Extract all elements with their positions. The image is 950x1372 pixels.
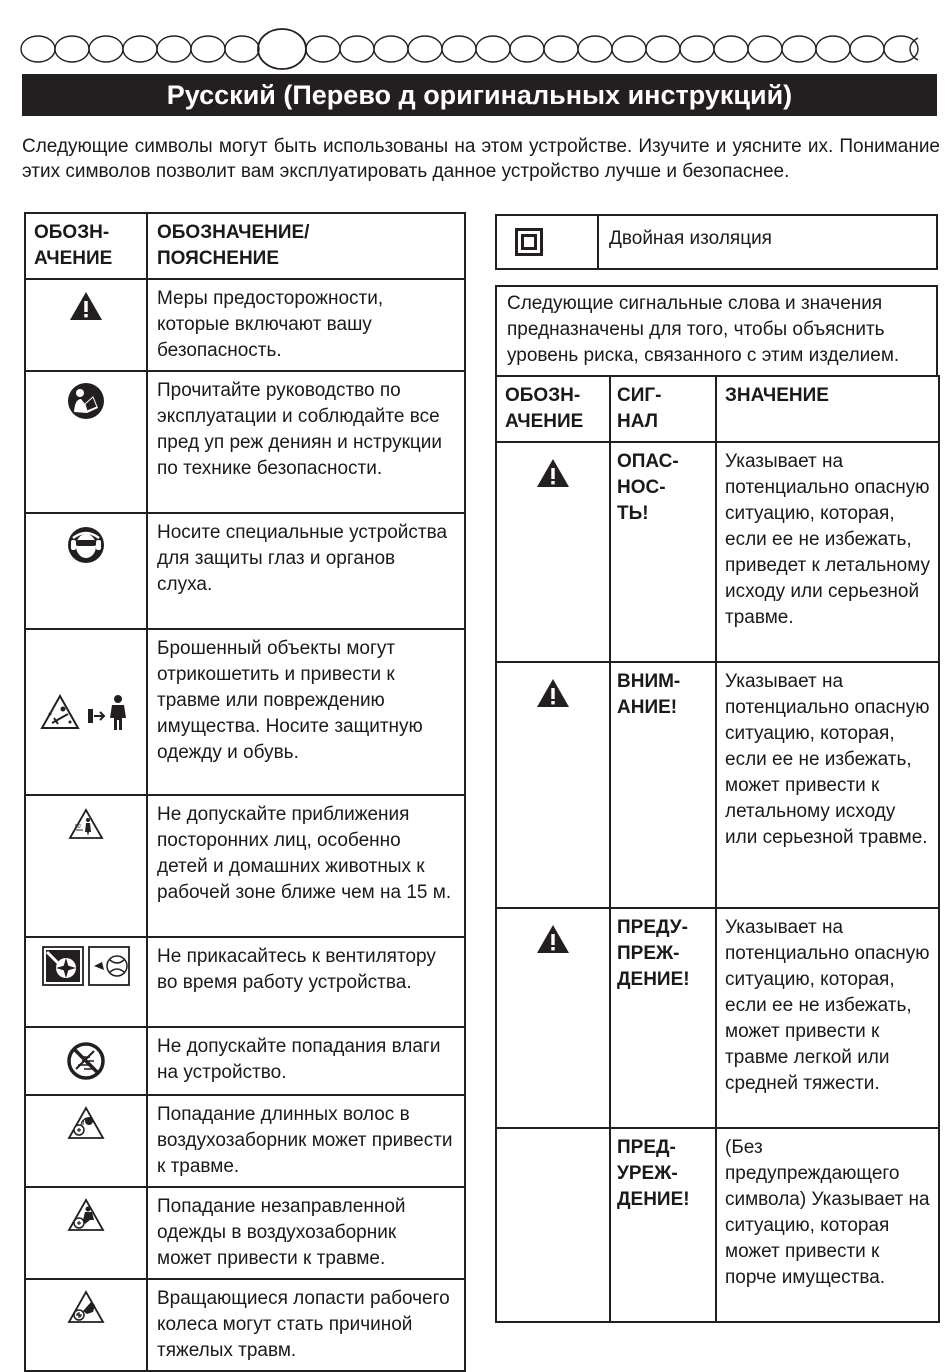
signal-word: ОПАС- НОС- ТЬ! (610, 442, 716, 662)
intro-paragraph: Следующие символы могут быть использованы на этом устройстве. Изучите и уясните их. Понимание этих символов позволит вам эксплуатировать данное устройство лучше и безопаснее. (22, 136, 940, 182)
table-row (25, 1095, 465, 1187)
symbol-description: Носите специальные устройства для защиты глаз и органов слуха. (147, 513, 465, 629)
table-row (496, 442, 939, 662)
signal-word: ВНИМ- АНИЕ! (610, 662, 716, 908)
table-row (496, 215, 937, 269)
symbol-description: Не прикасайтесь к вентилятору во время работу устройства. (147, 937, 465, 1027)
column-header-signal: СИГ- НАЛ (610, 376, 716, 442)
symbol-description: Попадание незаправленной одежды в воздухозаборник может привести к травме. (147, 1187, 465, 1279)
signal-words-section (495, 285, 938, 1323)
column-header-symbol: ОБОЗН- АЧЕНИЕ (496, 376, 610, 442)
table-row (25, 1279, 465, 1371)
rotating-blades-icon (26, 1280, 146, 1370)
table-header-row (25, 213, 465, 279)
symbol-description: Вращающиеся лопасти рабочего колеса могут стать причиной тяжелых травм. (147, 1279, 465, 1371)
page-title: Русский (Перево д оригинальных инструкций) (22, 74, 937, 116)
warning-triangle-icon (497, 443, 609, 503)
table-row (25, 1027, 465, 1095)
signal-word: ПРЕД- УРЕЖ- ДЕНИЕ! (610, 1128, 716, 1322)
fan-no-touch-icon (26, 938, 146, 1026)
svg-text:50': 50' (75, 824, 82, 830)
signal-meaning: Указывает на потенциально опасную ситуацию, которая, если ее не избежать, может привести к травме легкой или средней тяжести. (716, 908, 939, 1128)
symbol-description: Не допускайте приближения посторонних лиц, особенно детей и домашних животных к рабочей зоне ближе чем на 15 м. (147, 795, 465, 937)
warning-triangle-icon (497, 663, 609, 723)
warning-triangle-icon (26, 280, 146, 366)
signal-meaning: Указывает на потенциально опасную ситуацию, которая, если ее не избежать, может привести к летальному исходу или серьезной травме. (716, 662, 939, 908)
signal-meaning: Указывает на потенциально опасную ситуацию, которая, если ее не избежать, приведет к летальному исходу или серьезной травме. (716, 442, 939, 662)
table-row (25, 513, 465, 629)
table-row (25, 279, 465, 371)
table-row (496, 1128, 939, 1322)
language-tab-strip (20, 28, 935, 70)
column-header-description: ОБОЗНАЧЕНИЕ/ ПОЯСНЕНИЕ (147, 213, 465, 279)
thrown-objects-icon (26, 630, 146, 794)
signal-word: ПРЕДУ- ПРЕЖ- ДЕНИЕ! (610, 908, 716, 1128)
clothing-intake-icon (26, 1188, 146, 1276)
hair-intake-icon (26, 1096, 146, 1184)
table-row (25, 629, 465, 795)
signal-words-note: Следующие сигнальные слова и значения предназначены для того, чтобы объяснить уровень риска, связанного с этим изделием. (495, 285, 938, 375)
eye-ear-protection-icon (26, 514, 146, 628)
table-row (25, 937, 465, 1027)
column-header-meaning: ЗНАЧЕНИЕ (716, 376, 939, 442)
table-row (25, 371, 465, 513)
symbol-description: Прочитайте руководство по эксплуатации и соблюдайте все пред уп реж дениян и нструкции по технике безопасности. (147, 371, 465, 513)
symbol-description: Не допускайте попадания влаги на устройство. (147, 1027, 465, 1095)
double-insulation-label: Двойная изоляция (598, 215, 937, 269)
signal-words-table (495, 375, 940, 1323)
no-moisture-icon (26, 1028, 146, 1094)
double-insulation-table (495, 214, 938, 270)
double-insulation-icon (497, 216, 597, 268)
symbols-table (24, 212, 466, 1372)
read-manual-icon (26, 372, 146, 512)
symbol-description: Попадание длинных волос в воздухозаборник может привести к травме. (147, 1095, 465, 1187)
symbol-description: Брошенный объекты могут отрикошетить и привести к травме или повреждению имущества. Носите защитную одежду и обувь. (147, 629, 465, 795)
symbol-description: Меры предосторожности, которые включают вашу безопасность. (147, 279, 465, 371)
warning-triangle-icon (497, 909, 609, 969)
table-row (496, 908, 939, 1128)
empty-symbol-cell (496, 1128, 610, 1322)
table-header-row (496, 376, 939, 442)
table-row (25, 1187, 465, 1279)
column-header-symbol: ОБОЗН- АЧЕНИЕ (25, 213, 147, 279)
keep-distance-icon (26, 796, 146, 936)
table-row (25, 795, 465, 937)
table-row (496, 662, 939, 908)
signal-meaning: (Без предупреждающего символа) Указывает на ситуацию, которая может привести к порче имущества. (716, 1128, 939, 1322)
